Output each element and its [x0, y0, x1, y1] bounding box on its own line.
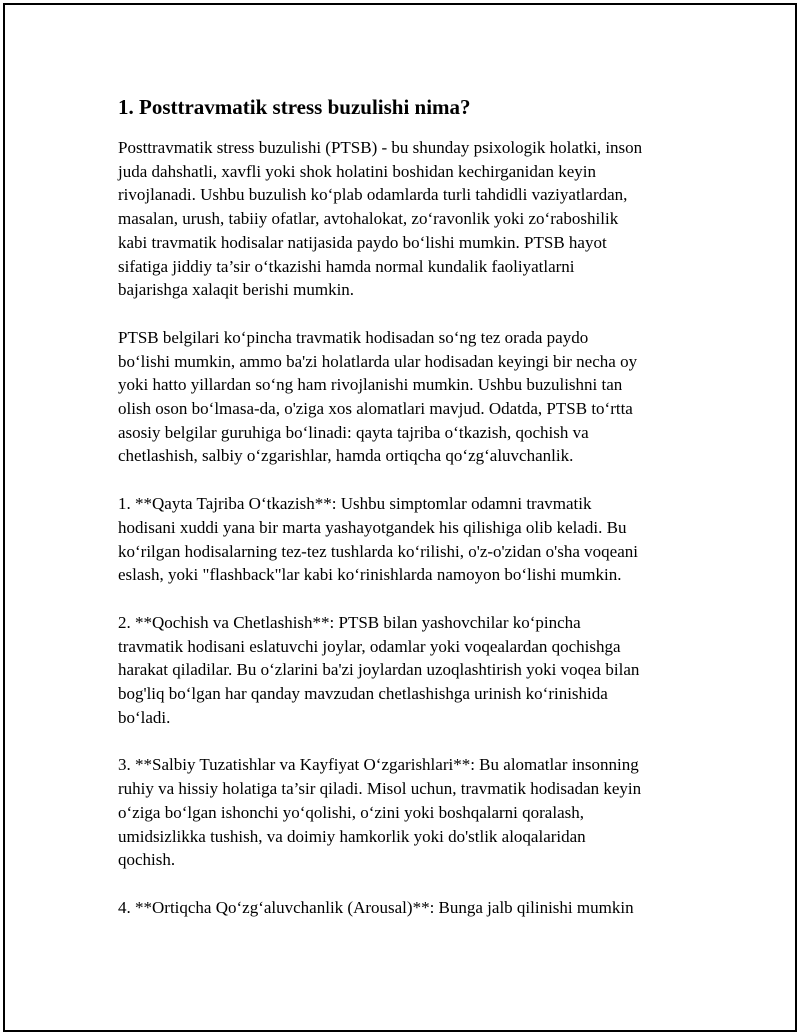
text-line: yoki hatto yillardan so‘ng ham rivojlanishi mumkin. Ushbu buzulishni tan [118, 375, 623, 395]
text-line: o‘ziga bo‘lgan ishonchi yo‘qolishi, o‘zini yoki boshqalarni qoralash, [118, 802, 584, 822]
paragraph-symptoms-overview [118, 326, 688, 468]
list-item-negative-changes [118, 753, 688, 872]
text-line: travmatik hodisani eslatuvchi joylar, odamlar yoki voqealardan qochishga [118, 636, 621, 656]
text-line: hodisani xuddi yana bir marta yashayotgandek his qilishiga olib keladi. Bu [118, 517, 627, 537]
section-heading: 1. Posttravmatik stress buzulishi nima? [118, 95, 471, 119]
text-line: qochish. [118, 850, 176, 870]
text-line: ko‘rilgan hodisalarning tez-tez tushlarda ko‘rilishi, o'z-o'zidan o'sha voqeani [118, 541, 638, 561]
text-line: bo‘lishi mumkin, ammo ba'zi holatlarda ular hodisadan keyingi bir necha oy [118, 351, 638, 371]
text-line: kabi travmatik hodisalar natijasida paydo bo‘lishi mumkin. PTSB hayot [118, 232, 607, 252]
text-line: rivojlanadi. Ushbu buzulish ko‘plab odamlarda turli tahdidli vaziyatlardan, [118, 185, 628, 205]
text-line: sifatiga jiddiy ta’sir o‘tkazishi hamda normal kundalik faoliyatlarni [118, 256, 575, 276]
text-line: 2. **Qochish va Chetlashish**: PTSB bilan yashovchilar ko‘pincha [118, 612, 581, 632]
text-line: bajarishga xalaqit berishi mumkin. [118, 280, 355, 300]
list-item-reexperiencing [118, 492, 688, 587]
text-line: olish oson bo‘lmasa-da, o'ziga xos alomatlari mavjud. Odatda, PTSB to‘rtta [118, 399, 633, 419]
text-line: chetlashish, salbiy o‘zgarishlar, hamda ortiqcha qo‘zg‘aluvchanlik. [118, 446, 574, 466]
text-line: ruhiy va hissiy holatiga ta’sir qiladi. Misol uchun, travmatik hodisadan keyin [118, 779, 642, 799]
text-line: umidsizlikka tushish, va doimiy hamkorlik yoki do'stlik aloqalaridan [118, 826, 586, 846]
list-item-arousal [118, 896, 688, 920]
text-line: 1. **Qayta Tajriba O‘tkazish**: Ushbu simptomlar odamni travmatik [118, 494, 592, 514]
text-line: bog'liq bo‘lgan har qanday mavzudan chetlashishga urinish ko‘rinishida [118, 684, 608, 704]
text-line: juda dahshatli, xavfli yoki shok holatini boshidan kechirganidan keyin [118, 161, 596, 181]
text-line: bo‘ladi. [118, 707, 171, 727]
paragraph-intro [118, 136, 688, 302]
text-line: masalan, urush, tabiiy ofatlar, avtohalokat, zo‘ravonlik yoki zo‘raboshilik [118, 209, 619, 229]
text-line: PTSB belgilari ko‘pincha travmatik hodisadan so‘ng tez orada paydo [118, 327, 589, 347]
document-body [118, 93, 688, 944]
text-line: asosiy belgilar guruhiga bo‘linadi: qayta tajriba o‘tkazish, qochish va [118, 422, 589, 442]
text-line: harakat qiladilar. Bu o‘zlarini ba'zi joylardan uzoqlashtirish yoki voqea bilan [118, 660, 640, 680]
text-line: 4. **Ortiqcha Qo‘zg‘aluvchanlik (Arousal)**: Bunga jalb qilinishi mumkin [118, 897, 634, 917]
text-line: 3. **Salbiy Tuzatishlar va Kayfiyat O‘zgarishlari**: Bu alomatlar insonning [118, 755, 639, 775]
list-item-avoidance [118, 611, 688, 730]
text-line: eslash, yoki "flashback"lar kabi ko‘rinishlarda namoyon bo‘lishi mumkin. [118, 565, 622, 585]
text-line: Posttravmatik stress buzulishi (PTSB) - bu shunday psixologik holatki, inson [118, 138, 643, 157]
